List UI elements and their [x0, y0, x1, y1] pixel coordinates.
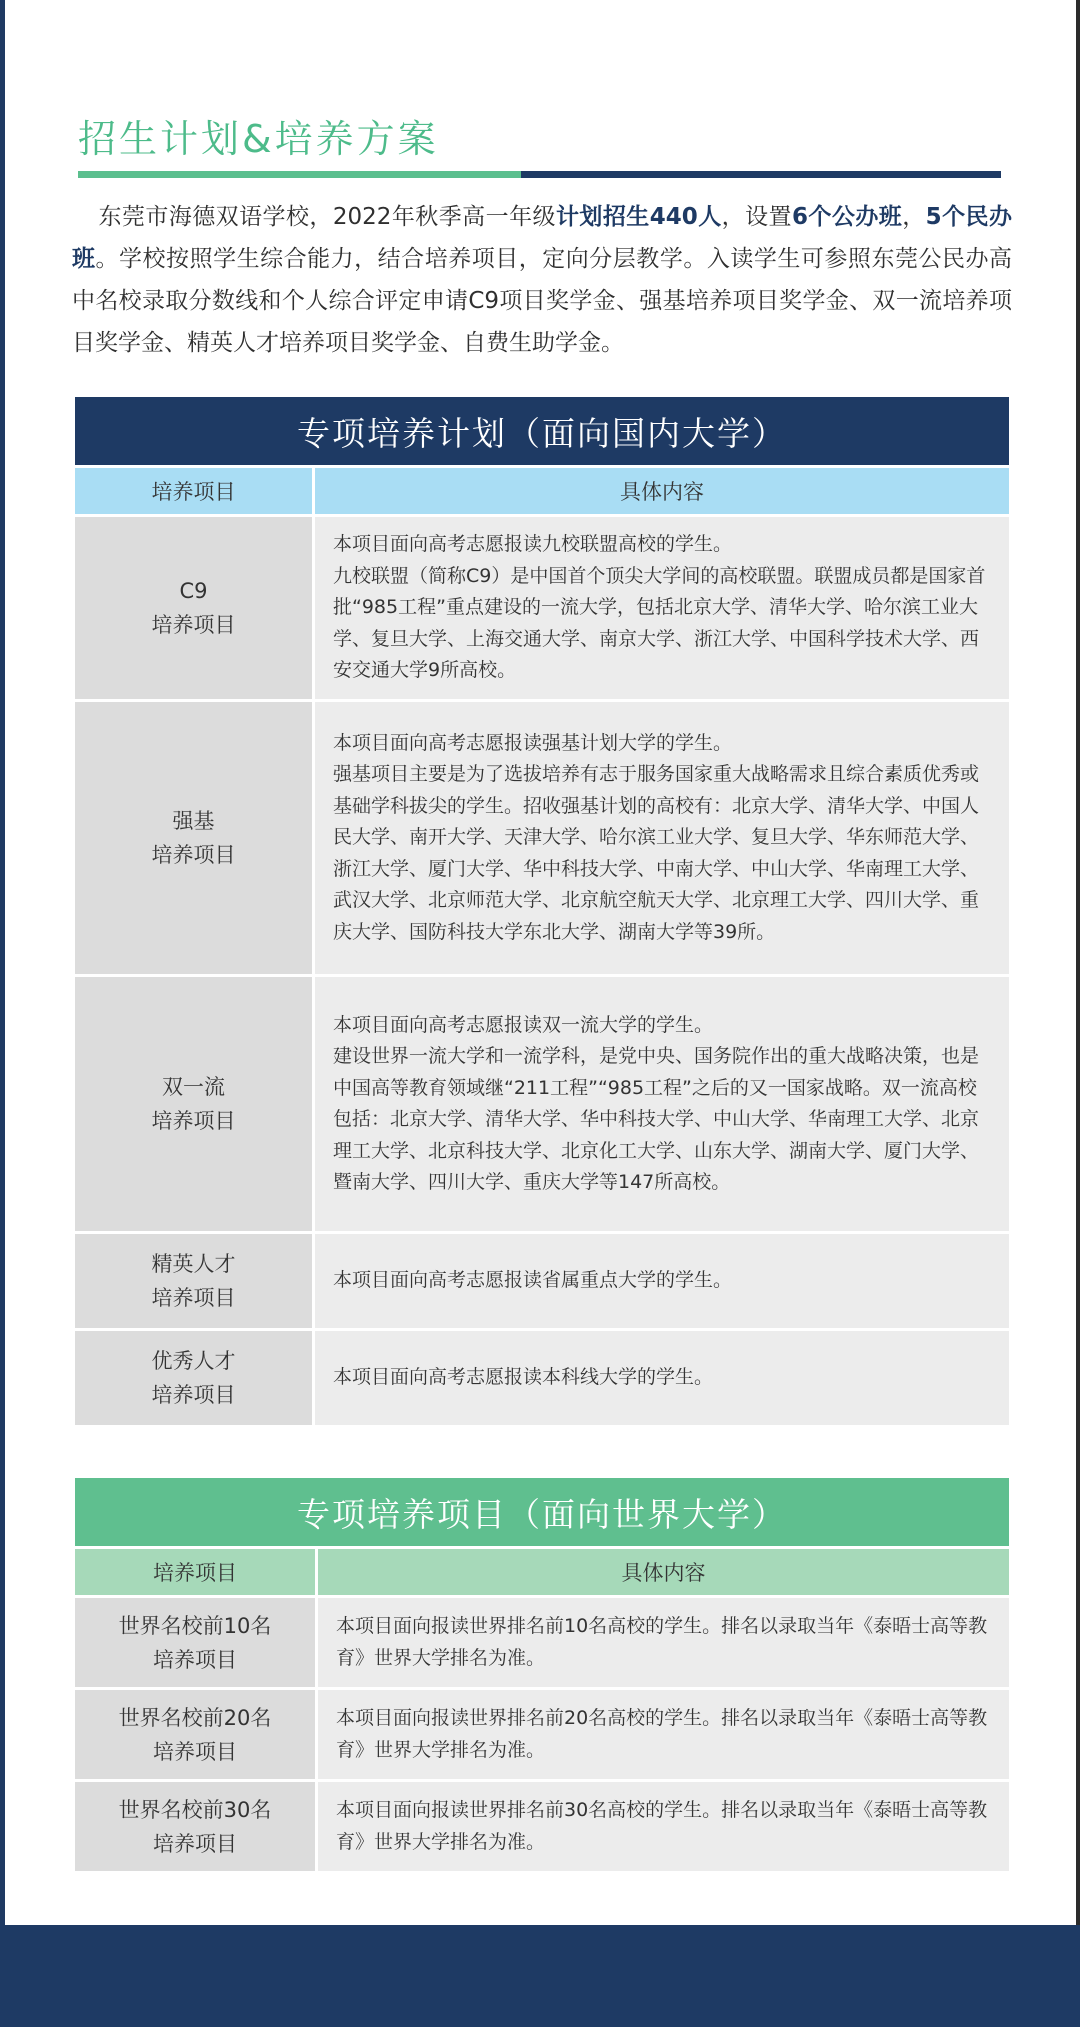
table-row — [75, 1782, 1009, 1871]
domestic-program-table — [75, 397, 1009, 1425]
intro-text-2: ，设置 — [721, 204, 792, 230]
table-row — [75, 1331, 1009, 1425]
world-table-title: 专项培养项目（面向世界大学） — [75, 1478, 1009, 1546]
page-edge-left — [0, 0, 5, 1925]
row-label: C9 培养项目 — [75, 517, 312, 699]
footer-band — [0, 1925, 1080, 2027]
intro-text-1: 东莞市海德双语学校，2022年秋季高一年级 — [98, 204, 556, 230]
row-label: 优秀人才 培养项目 — [75, 1331, 312, 1425]
row-content: 本项目面向高考志愿报读双一流大学的学生。 建设世界一流大学和一流学科，是党中央、国务院作出的重大战略决策，也是中国高等教育领域继“211工程”“985工程”之后的又一国家战略。双一流高校包括：北京大学、清华大学、华中科技大学、中山大学、华南理工大学、北京理工大学、北京科技大学、北京化工大学、山东大学、湖南大学、厦门大学、暨南大学、四川大学、重庆大学等147所高校。 — [315, 977, 1009, 1231]
table-row — [75, 1598, 1009, 1687]
header-content: 具体内容 — [315, 468, 1009, 514]
table-row — [75, 702, 1009, 974]
domestic-table-title: 专项培养计划（面向国内大学） — [75, 397, 1009, 465]
page-edge-right — [1076, 0, 1080, 1925]
row-label: 世界名校前10名 培养项目 — [75, 1598, 315, 1687]
intro-highlight-public-classes: 6个公办班 — [791, 204, 903, 230]
row-content: 本项目面向报读世界排名前10名高校的学生。排名以录取当年《泰晤士高等教育》世界大学排名为准。 — [318, 1598, 1009, 1687]
row-content: 本项目面向高考志愿报读九校联盟高校的学生。 九校联盟（简称C9）是中国首个顶尖大学间的高校联盟。联盟成员都是国家首批“985工程”重点建设的一流大学，包括北京大学、清华大学、哈尔滨工业大学、复旦大学、上海交通大学、南京大学、浙江大学、中国科学技术大学、西安交通大学9所高校。 — [315, 517, 1009, 699]
world-table-header — [75, 1549, 1009, 1595]
row-content: 本项目面向报读世界排名前30名高校的学生。排名以录取当年《泰晤士高等教育》世界大学排名为准。 — [318, 1782, 1009, 1871]
row-label: 世界名校前20名 培养项目 — [75, 1690, 315, 1779]
intro-text-4: 。学校按照学生综合能力，结合培养项目，定向分层教学。入读学生可参照东莞公民办高中名校录取分数线和个人综合评定申请C9项目奖学金、强基培养项目奖学金、双一流培养项目奖学金、精英人才培养项目奖学金、自费生助学金。 — [72, 246, 1013, 356]
table-row — [75, 517, 1009, 699]
row-content: 本项目面向高考志愿报读省属重点大学的学生。 — [315, 1234, 1009, 1328]
row-content: 本项目面向报读世界排名前20名高校的学生。排名以录取当年《泰晤士高等教育》世界大学排名为准。 — [318, 1690, 1009, 1779]
row-label: 精英人才 培养项目 — [75, 1234, 312, 1328]
domestic-table-header — [75, 468, 1009, 514]
world-program-table — [75, 1478, 1009, 1871]
table-row — [75, 977, 1009, 1231]
intro-text-3: ， — [902, 204, 926, 230]
header-program: 培养项目 — [75, 468, 312, 514]
intro-highlight-enrollment: 计划招生440人 — [555, 204, 722, 230]
row-content: 本项目面向高考志愿报读本科线大学的学生。 — [315, 1331, 1009, 1425]
section-title: 招生计划&培养方案 — [78, 117, 439, 161]
row-content: 本项目面向高考志愿报读强基计划大学的学生。 强基项目主要是为了选拔培养有志于服务国家重大战略需求且综合素质优秀或基础学科拔尖的学生。招收强基计划的高校有：北京大学、清华大学、中国人民大学、南开大学、天津大学、哈尔滨工业大学、复旦大学、华东师范大学、浙江大学、厦门大学、华中科技大学、中南大学、中山大学、华南理工大学、武汉大学、北京师范大学、北京航空航天大学、北京理工大学、四川大学、重庆大学、国防科技大学东北大学、湖南大学等39所。 — [315, 702, 1009, 974]
row-label: 双一流 培养项目 — [75, 977, 312, 1231]
table-row — [75, 1690, 1009, 1779]
row-label: 强基 培养项目 — [75, 702, 312, 974]
row-label: 世界名校前30名 培养项目 — [75, 1782, 315, 1871]
intro-highlight-private-classes: 5个民办班 — [72, 204, 1013, 272]
header-program: 培养项目 — [75, 1549, 315, 1595]
intro-paragraph — [72, 196, 1012, 364]
title-underline-green — [78, 171, 521, 178]
table-row — [75, 1234, 1009, 1328]
title-underline-navy — [521, 171, 1001, 178]
header-content: 具体内容 — [318, 1549, 1009, 1595]
